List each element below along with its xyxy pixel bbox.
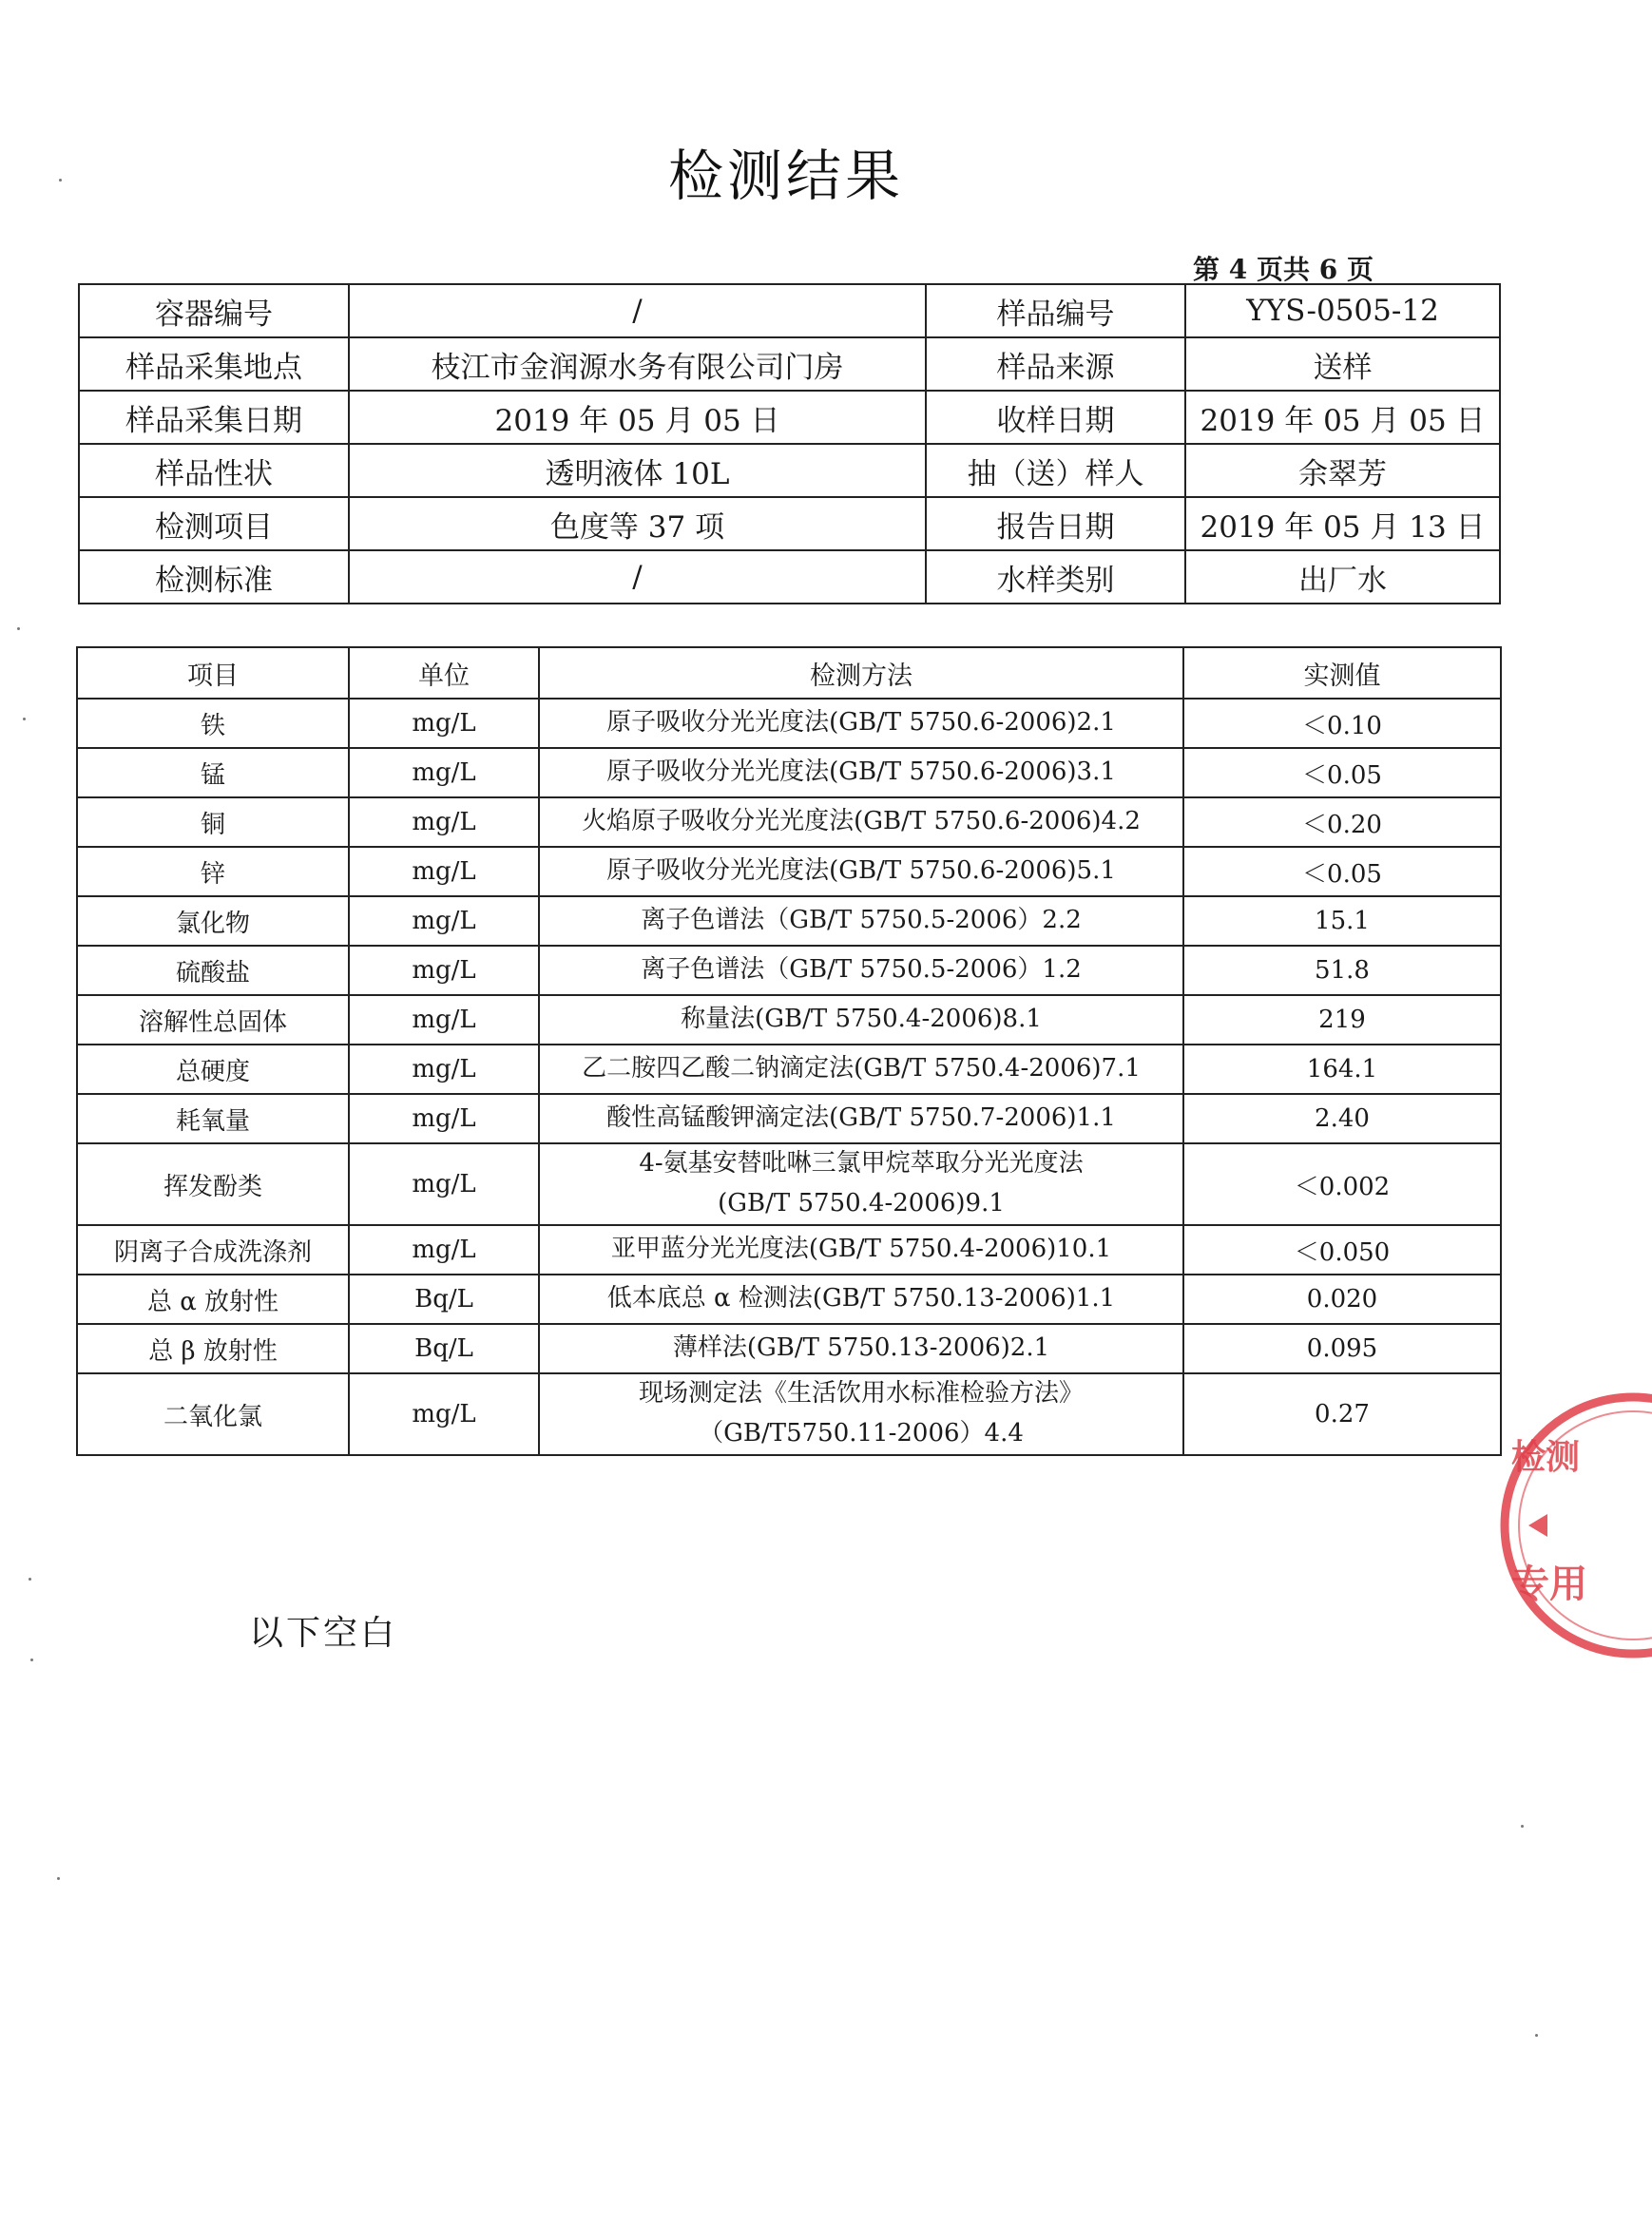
result-unit: mg/L: [349, 1143, 539, 1225]
result-unit: mg/L: [349, 1094, 539, 1143]
result-method-line: 称量法(GB/T 5750.4-2006)8.1: [681, 1005, 1042, 1034]
result-item: 铜: [77, 797, 349, 847]
result-method: [539, 847, 1183, 896]
result-row: [77, 1324, 1501, 1373]
result-value: 164.1: [1183, 1045, 1501, 1094]
svg-text:检测: 检测: [1511, 1438, 1581, 1477]
seal-icon: [1490, 1383, 1652, 1668]
result-method: [539, 797, 1183, 847]
page-indicator: 第 4 页共 6 页: [1193, 254, 1373, 285]
result-value: ＜0.002: [1183, 1143, 1501, 1225]
result-item: 总 α 放射性: [77, 1275, 349, 1324]
info-label: 收样日期: [926, 391, 1185, 444]
result-value: 0.095: [1183, 1324, 1501, 1373]
result-row: [77, 946, 1501, 995]
info-value: 色度等 37 项: [349, 497, 926, 550]
result-item: 氯化物: [77, 896, 349, 946]
result-unit: Bq/L: [349, 1324, 539, 1373]
result-unit: mg/L: [349, 995, 539, 1045]
result-value: 51.8: [1183, 946, 1501, 995]
result-row: [77, 1275, 1501, 1324]
result-method: [539, 1143, 1183, 1225]
result-item: 二氧化氯: [77, 1373, 349, 1455]
result-item: 溶解性总固体: [77, 995, 349, 1045]
blank-note: 以下空白: [249, 1614, 398, 1653]
info-label: 抽（送）样人: [926, 444, 1185, 497]
info-value: 余翠芳: [1185, 444, 1500, 497]
result-method: [539, 896, 1183, 946]
result-unit: mg/L: [349, 797, 539, 847]
result-value: ＜0.10: [1183, 699, 1501, 748]
result-row: [77, 1045, 1501, 1094]
result-item: 阴离子合成洗涤剂: [77, 1225, 349, 1275]
result-method-line: 火焰原子吸收分光光度法(GB/T 5750.6-2006)4.2: [582, 807, 1141, 836]
result-row: [77, 1225, 1501, 1275]
info-value: 2019 年 05 月 05 日: [349, 391, 926, 444]
info-row: [79, 550, 1500, 604]
result-value: ＜0.05: [1183, 748, 1501, 797]
result-item: 锌: [77, 847, 349, 896]
result-unit: mg/L: [349, 699, 539, 748]
info-label: 水样类别: [926, 550, 1185, 604]
result-method: [539, 1275, 1183, 1324]
result-value: 219: [1183, 995, 1501, 1045]
result-method-line: 现场测定法《生活饮用水标准检验方法》: [638, 1379, 1084, 1409]
result-unit: Bq/L: [349, 1275, 539, 1324]
info-row: [79, 391, 1500, 444]
result-row: [77, 847, 1501, 896]
result-method: [539, 1225, 1183, 1275]
result-item: 锰: [77, 748, 349, 797]
result-method: [539, 1324, 1183, 1373]
info-value: /: [349, 550, 926, 604]
info-value: 2019 年 05 月 13 日: [1185, 497, 1500, 550]
result-item: 硫酸盐: [77, 946, 349, 995]
result-row: [77, 1143, 1501, 1225]
info-value: 出厂水: [1185, 550, 1500, 604]
result-item: 总硬度: [77, 1045, 349, 1094]
result-method: [539, 1373, 1183, 1455]
result-method-line: 离子色谱法（GB/T 5750.5-2006）2.2: [641, 906, 1082, 935]
result-item: 耗氧量: [77, 1094, 349, 1143]
info-value: /: [349, 284, 926, 337]
info-label: 样品来源: [926, 337, 1185, 391]
result-method-line: 4-氨基安替吡啉三氯甲烷萃取分光光度法: [639, 1149, 1084, 1179]
info-row: [79, 497, 1500, 550]
result-method: [539, 995, 1183, 1045]
result-value: 0.020: [1183, 1275, 1501, 1324]
result-unit: mg/L: [349, 1225, 539, 1275]
result-row: [77, 748, 1501, 797]
result-method: [539, 946, 1183, 995]
result-row: [77, 1373, 1501, 1455]
header-unit: 单位: [349, 647, 539, 699]
result-value: 0.27: [1183, 1373, 1501, 1455]
info-row: [79, 337, 1500, 391]
result-method: [539, 1094, 1183, 1143]
sample-info-table: [78, 283, 1501, 604]
result-value: ＜0.050: [1183, 1225, 1501, 1275]
result-unit: mg/L: [349, 748, 539, 797]
result-value: ＜0.05: [1183, 847, 1501, 896]
header-method: 检测方法: [539, 647, 1183, 699]
info-value: YYS-0505-12: [1185, 284, 1500, 337]
info-label: 样品性状: [79, 444, 349, 497]
info-label: 报告日期: [926, 497, 1185, 550]
info-label: 容器编号: [79, 284, 349, 337]
result-method-line: 亚甲蓝分光光度法(GB/T 5750.4-2006)10.1: [610, 1235, 1112, 1264]
result-method-line: 离子色谱法（GB/T 5750.5-2006）1.2: [641, 955, 1082, 985]
result-method-line: （GB/T5750.11-2006）4.4: [699, 1419, 1024, 1448]
result-unit: mg/L: [349, 946, 539, 995]
result-row: [77, 1094, 1501, 1143]
result-value: 2.40: [1183, 1094, 1501, 1143]
result-row: [77, 699, 1501, 748]
result-unit: mg/L: [349, 1045, 539, 1094]
header-item: 项目: [77, 647, 349, 699]
results-table: [76, 646, 1502, 1456]
info-value: 枝江市金润源水务有限公司门房: [349, 337, 926, 391]
info-label: 检测项目: [79, 497, 349, 550]
result-unit: mg/L: [349, 847, 539, 896]
result-method: [539, 699, 1183, 748]
result-row: [77, 797, 1501, 847]
result-item: 挥发酚类: [77, 1143, 349, 1225]
result-unit: mg/L: [349, 1373, 539, 1455]
info-row: [79, 284, 1500, 337]
result-method-line: 低本底总 α 检测法(GB/T 5750.13-2006)1.1: [606, 1284, 1116, 1313]
result-method-line: 原子吸收分光光度法(GB/T 5750.6-2006)5.1: [606, 856, 1116, 886]
info-value: 送样: [1185, 337, 1500, 391]
header-value: 实测值: [1183, 647, 1501, 699]
info-label: 样品编号: [926, 284, 1185, 337]
result-value: ＜0.20: [1183, 797, 1501, 847]
info-row: [79, 444, 1500, 497]
result-unit: mg/L: [349, 896, 539, 946]
info-value: 透明液体 10L: [349, 444, 926, 497]
result-method-line: 薄样法(GB/T 5750.13-2006)2.1: [672, 1333, 1050, 1363]
result-method-line: 原子吸收分光光度法(GB/T 5750.6-2006)3.1: [606, 757, 1116, 787]
result-method-line: 乙二胺四乙酸二钠滴定法(GB/T 5750.4-2006)7.1: [582, 1054, 1141, 1083]
info-label: 样品采集地点: [79, 337, 349, 391]
result-method: [539, 748, 1183, 797]
info-value: 2019 年 05 月 05 日: [1185, 391, 1500, 444]
result-method-line: 酸性高锰酸钾滴定法(GB/T 5750.7-2006)1.1: [606, 1103, 1116, 1133]
result-item: 铁: [77, 699, 349, 748]
info-label: 检测标准: [79, 550, 349, 604]
result-method: [539, 1045, 1183, 1094]
seal-stamp: [1490, 1383, 1587, 1668]
result-item: 总 β 放射性: [77, 1324, 349, 1373]
result-method-line: (GB/T 5750.4-2006)9.1: [718, 1189, 1005, 1217]
info-label: 样品采集日期: [79, 391, 349, 444]
result-method-line: 原子吸收分光光度法(GB/T 5750.6-2006)2.1: [606, 708, 1116, 738]
result-row: [77, 995, 1501, 1045]
result-value: 15.1: [1183, 896, 1501, 946]
report-title: 检测结果: [667, 144, 904, 208]
result-row: [77, 896, 1501, 946]
svg-text:专用: 专用: [1511, 1563, 1587, 1606]
